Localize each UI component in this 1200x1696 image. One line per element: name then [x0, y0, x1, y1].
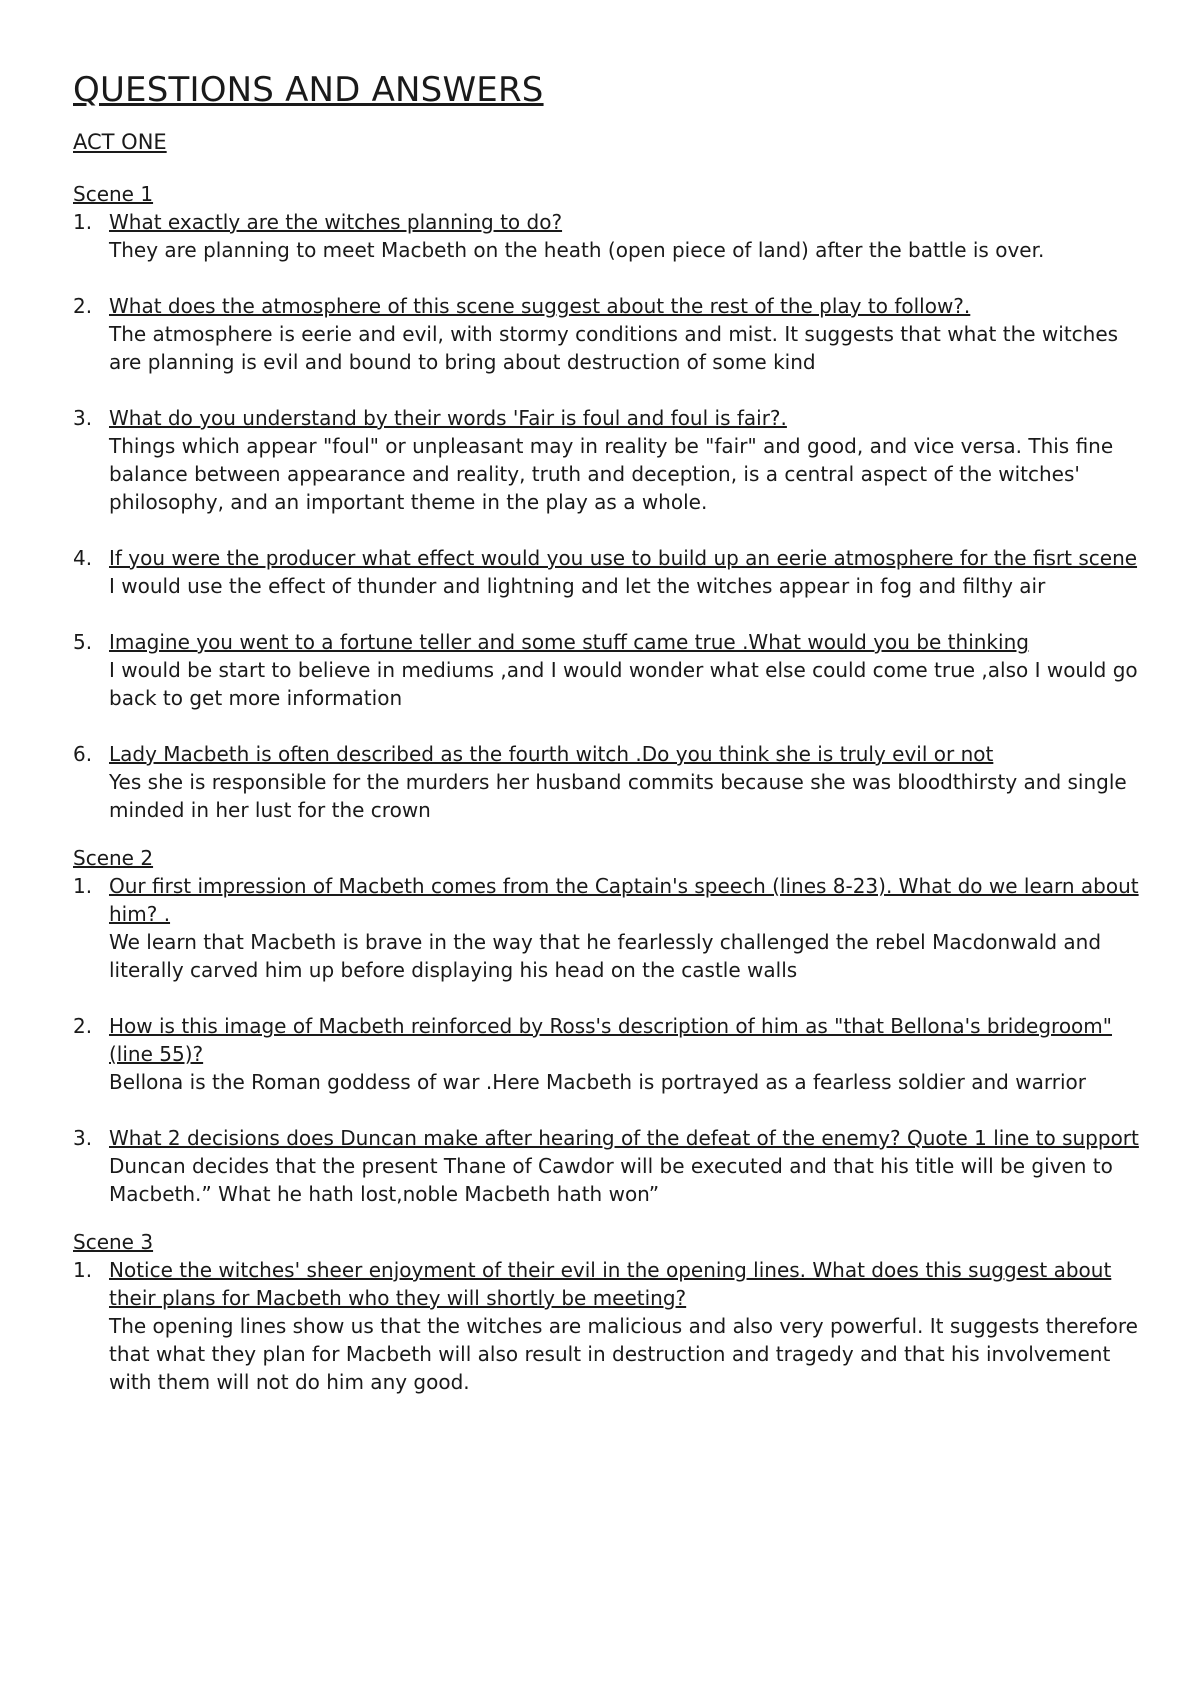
question-number: 4.	[73, 546, 93, 570]
answer-text: The atmosphere is eerie and evil, with stormy conditions and mist. It suggests that what the witches are planning is evil and bound to bring about destruction of some kind	[109, 322, 1119, 374]
page-title: QUESTIONS AND ANSWERS	[73, 70, 544, 110]
question-item	[73, 1012, 1143, 1096]
question-item	[73, 628, 1143, 712]
question-text: How is this image of Macbeth reinforced by Ross's description of him as "that Bellona's bridegroom" (line 55)?	[109, 1014, 1112, 1066]
question-item	[73, 1256, 1143, 1396]
question-item	[73, 872, 1143, 984]
answer-text: We learn that Macbeth is brave in the way that he fearlessly challenged the rebel Macdonwald and literally carved him up before displaying his head on the castle walls	[109, 930, 1102, 982]
question-text: What exactly are the witches planning to do?	[109, 210, 563, 234]
question-text: If you were the producer what effect would you use to build up an eerie atmosphere for the fisrt scene	[109, 546, 1138, 570]
question-number: 1.	[73, 1258, 93, 1282]
question-text: Our first impression of Macbeth comes from the Captain's speech (lines 8-23). What do we learn about him? .	[109, 874, 1139, 926]
answer-text: The opening lines show us that the witches are malicious and also very powerful. It suggests therefore that what they plan for Macbeth will also result in destruction and tragedy and that his involvement with them will not do him any good.	[109, 1314, 1138, 1394]
question-number: 1.	[73, 874, 93, 898]
question-item	[73, 292, 1143, 376]
question-item	[73, 544, 1143, 600]
question-text: Imagine you went to a fortune teller and some stuff came true .What would you be thinking	[109, 630, 1029, 654]
question-number: 2.	[73, 1014, 93, 1038]
question-text: Notice the witches' sheer enjoyment of their evil in the opening lines. What does this suggest about their plans for Macbeth who they will shortly be meeting?	[109, 1258, 1112, 1310]
question-number: 5.	[73, 630, 93, 654]
answer-text: Yes she is responsible for the murders her husband commits because she was bloodthirsty and single minded in her lust for the crown	[109, 770, 1127, 822]
question-item	[73, 208, 1143, 264]
question-number: 3.	[73, 406, 93, 430]
answer-text: Duncan decides that the present Thane of Cawdor will be executed and that his title will be given to Macbeth.” What he hath lost,noble Macbeth hath won”	[109, 1154, 1113, 1206]
answer-text: Bellona is the Roman goddess of war .Here Macbeth is portrayed as a fearless soldier and warrior	[109, 1070, 1086, 1094]
question-text: What 2 decisions does Duncan make after hearing of the defeat of the enemy? Quote 1 line to support	[109, 1126, 1139, 1150]
scene-title: Scene 1	[73, 182, 154, 206]
question-item	[73, 404, 1143, 516]
question-number: 2.	[73, 294, 93, 318]
scene-3-section	[73, 1228, 1143, 1396]
question-list	[73, 208, 1143, 824]
act-title: ACT ONE	[73, 130, 167, 154]
scene-2-section	[73, 844, 1143, 1208]
scene-title: Scene 2	[73, 846, 154, 870]
answer-text: I would be start to believe in mediums ,and I would wonder what else could come true ,also I would go back to get more information	[109, 658, 1138, 710]
question-text: Lady Macbeth is often described as the fourth witch .Do you think she is truly evil or not	[109, 742, 994, 766]
answer-text: I would use the effect of thunder and lightning and let the witches appear in fog and filthy air	[109, 574, 1046, 598]
scene-1-section	[73, 180, 1143, 824]
question-text: What do you understand by their words 'Fair is foul and foul is fair?.	[109, 406, 787, 430]
question-number: 1.	[73, 210, 93, 234]
scene-title: Scene 3	[73, 1230, 154, 1254]
question-item	[73, 740, 1143, 824]
answer-text: Things which appear "foul" or unpleasant may in reality be "fair" and good, and vice versa. This fine balance between appearance and reality, truth and deception, is a central aspect of the witches' philosophy, and an important theme in the play as a whole.	[109, 434, 1114, 514]
question-text: What does the atmosphere of this scene suggest about the rest of the play to follow?.	[109, 294, 971, 318]
question-item	[73, 1124, 1143, 1208]
question-number: 6.	[73, 742, 93, 766]
answer-text: They are planning to meet Macbeth on the heath (open piece of land) after the battle is over.	[109, 238, 1045, 262]
question-number: 3.	[73, 1126, 93, 1150]
document-page	[73, 70, 1143, 1416]
question-list	[73, 872, 1143, 1208]
question-list	[73, 1256, 1143, 1396]
